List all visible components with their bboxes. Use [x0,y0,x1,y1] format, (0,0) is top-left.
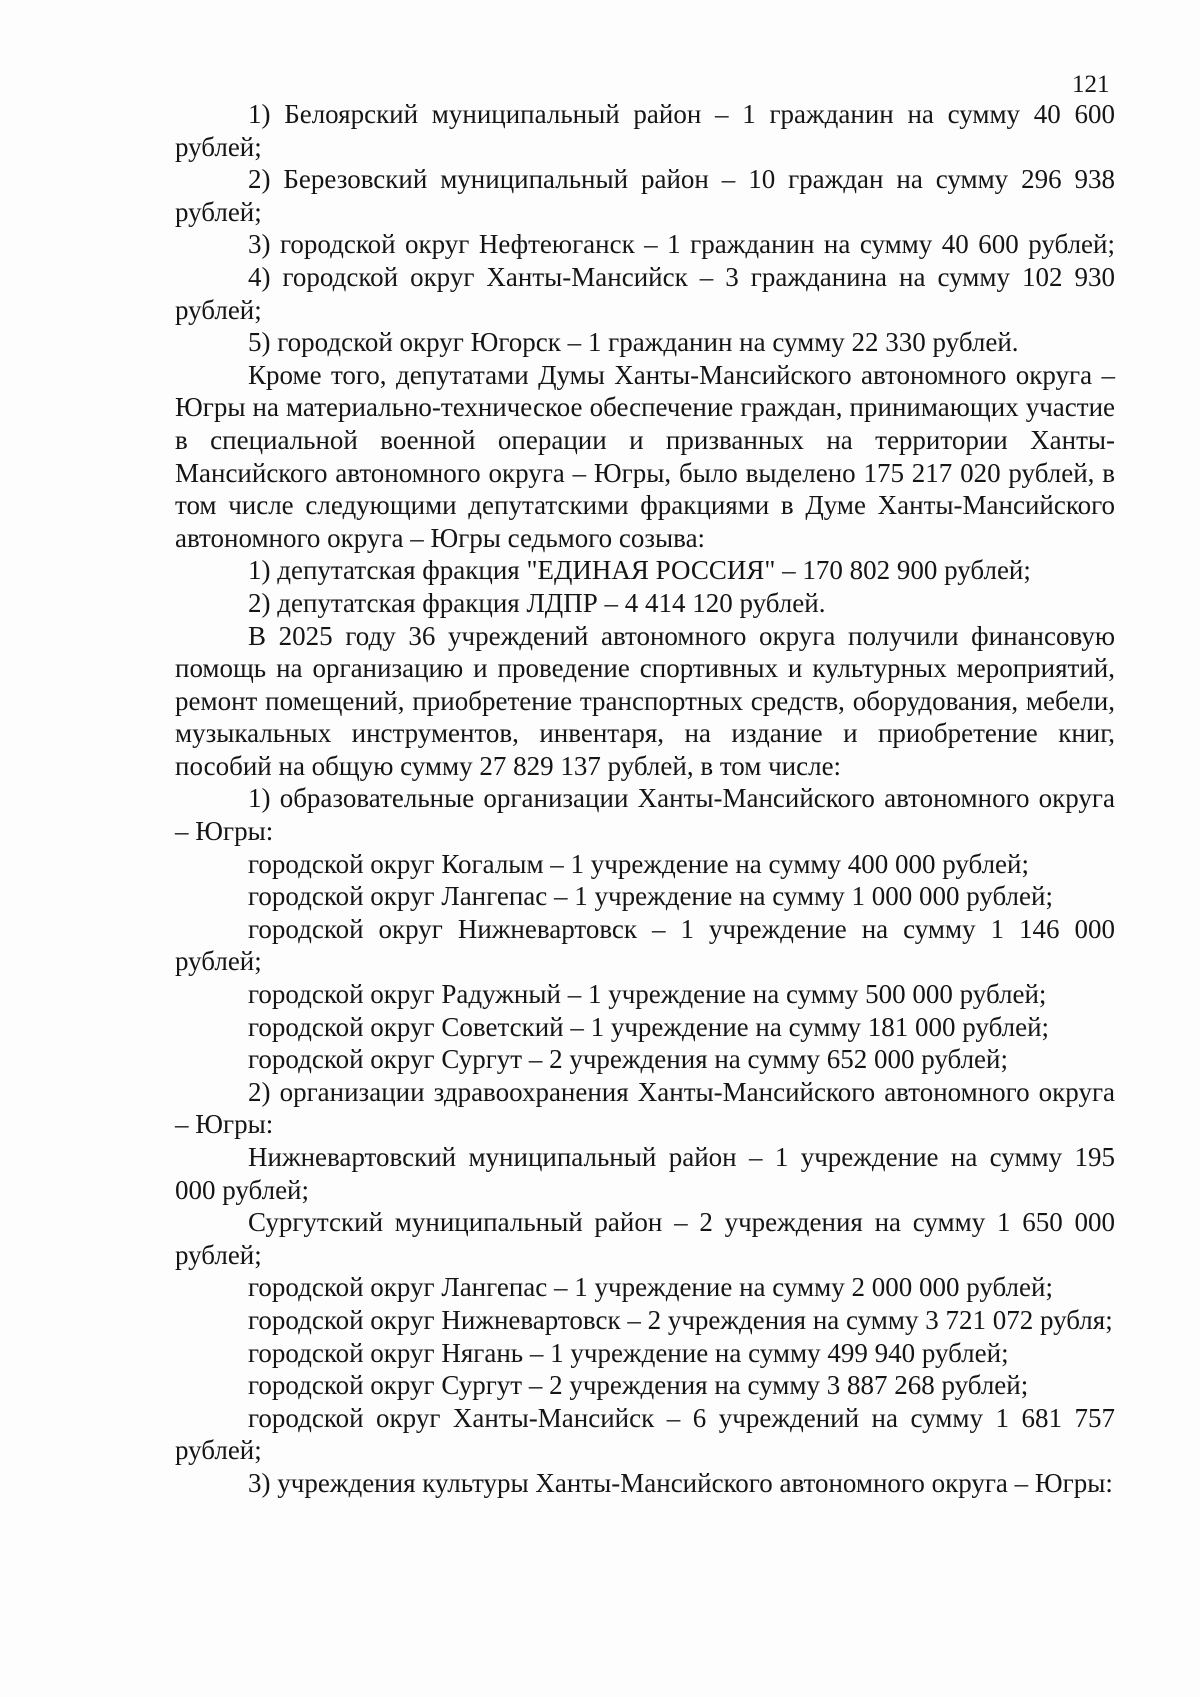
page-number: 121 [1072,71,1110,98]
paragraph: городской округ Сургут – 2 учреждения на сумму 652 000 рублей; [248,1044,1008,1075]
paragraph: 2) депутатская фракция ЛДПР – 4 414 120 рублей. [248,587,826,618]
paragraph: Кроме того, депутатами Думы Ханты-Мансийского автономного округа – Югры на материально-техническое обеспечение граждан, принимающих участие в специальной военной операции и призванных на территории Ханты-Мансийского автономного округа – Югры, было выделено 175 217 020 рублей, в том числе следующими депутатскими фракциями в Думе Ханты-Мансийского автономного округа – Югры седьмого созыва: [175,359,1115,553]
paragraph: городской округ Лангепас – 1 учреждение на сумму 2 000 000 рублей; [248,1272,1053,1303]
document-body [175,98,1115,1500]
paragraph: В 2025 году 36 учреждений автономного округа получили финансовую помощь на организацию и проведение спортивных и культурных мероприятий, ремонт помещений, приобретение транспортных средств, оборудования, мебели, музыкальных инструментов, инвентаря, на издание и приобретение книг, пособий на общую сумму 27 829 137 рублей, в том числе: [175,620,1115,781]
paragraph: 3) городской округ Нефтеюганск – 1 гражданин на сумму 40 600 рублей; [248,229,1115,260]
paragraph: 5) городской округ Югорск – 1 гражданин на сумму 22 330 рублей. [248,327,1019,358]
paragraph: городской округ Сургут – 2 учреждения на сумму 3 887 268 рублей; [248,1370,1029,1401]
paragraph: городской округ Ханты-Мансийск – 6 учреждений на сумму 1 681 757 рублей; [175,1402,1115,1466]
paragraph: 1) Белоярский муниципальный район – 1 гражданин на сумму 40 600 рублей; [175,99,1115,162]
paragraph: 2) Березовский муниципальный район – 10 граждан на сумму 296 938 рублей; [175,164,1115,227]
paragraph: 1) депутатская фракция "ЕДИНАЯ РОССИЯ" – 170 802 900 рублей; [248,555,1031,586]
paragraph: 2) организации здравоохранения Ханты-Мансийского автономного округа – Югры: [175,1076,1115,1140]
paragraph: 4) городской округ Ханты-Мансийск – 3 гражданина на сумму 102 930 рублей; [175,261,1115,325]
paragraph: городской округ Нягань – 1 учреждение на сумму 499 940 рублей; [248,1337,1009,1368]
paragraph: городской округ Когалым – 1 учреждение на сумму 400 000 рублей; [248,848,1029,879]
paragraph: городской округ Советский – 1 учреждение на сумму 181 000 рублей; [248,1011,1050,1042]
paragraph: Нижневартовский муниципальный район – 1 учреждение на сумму 195 000 рублей; [175,1142,1115,1205]
paragraph: 1) образовательные организации Ханты-Мансийского автономного округа – Югры: [175,783,1115,847]
paragraph: городской округ Лангепас – 1 учреждение на сумму 1 000 000 рублей; [248,881,1053,912]
paragraph: 3) учреждения культуры Ханты-Мансийского автономного округа – Югры: [248,1467,1113,1498]
paragraph: городской округ Нижневартовск – 1 учреждение на сумму 1 146 000 рублей; [175,913,1115,977]
paragraph: городской округ Нижневартовск – 2 учреждения на сумму 3 721 072 рубля; [248,1304,1113,1335]
paragraph: городской округ Радужный – 1 учреждение на сумму 500 000 рублей; [248,979,1047,1010]
paragraph: Сургутский муниципальный район – 2 учреждения на сумму 1 650 000 рублей; [175,1207,1115,1270]
